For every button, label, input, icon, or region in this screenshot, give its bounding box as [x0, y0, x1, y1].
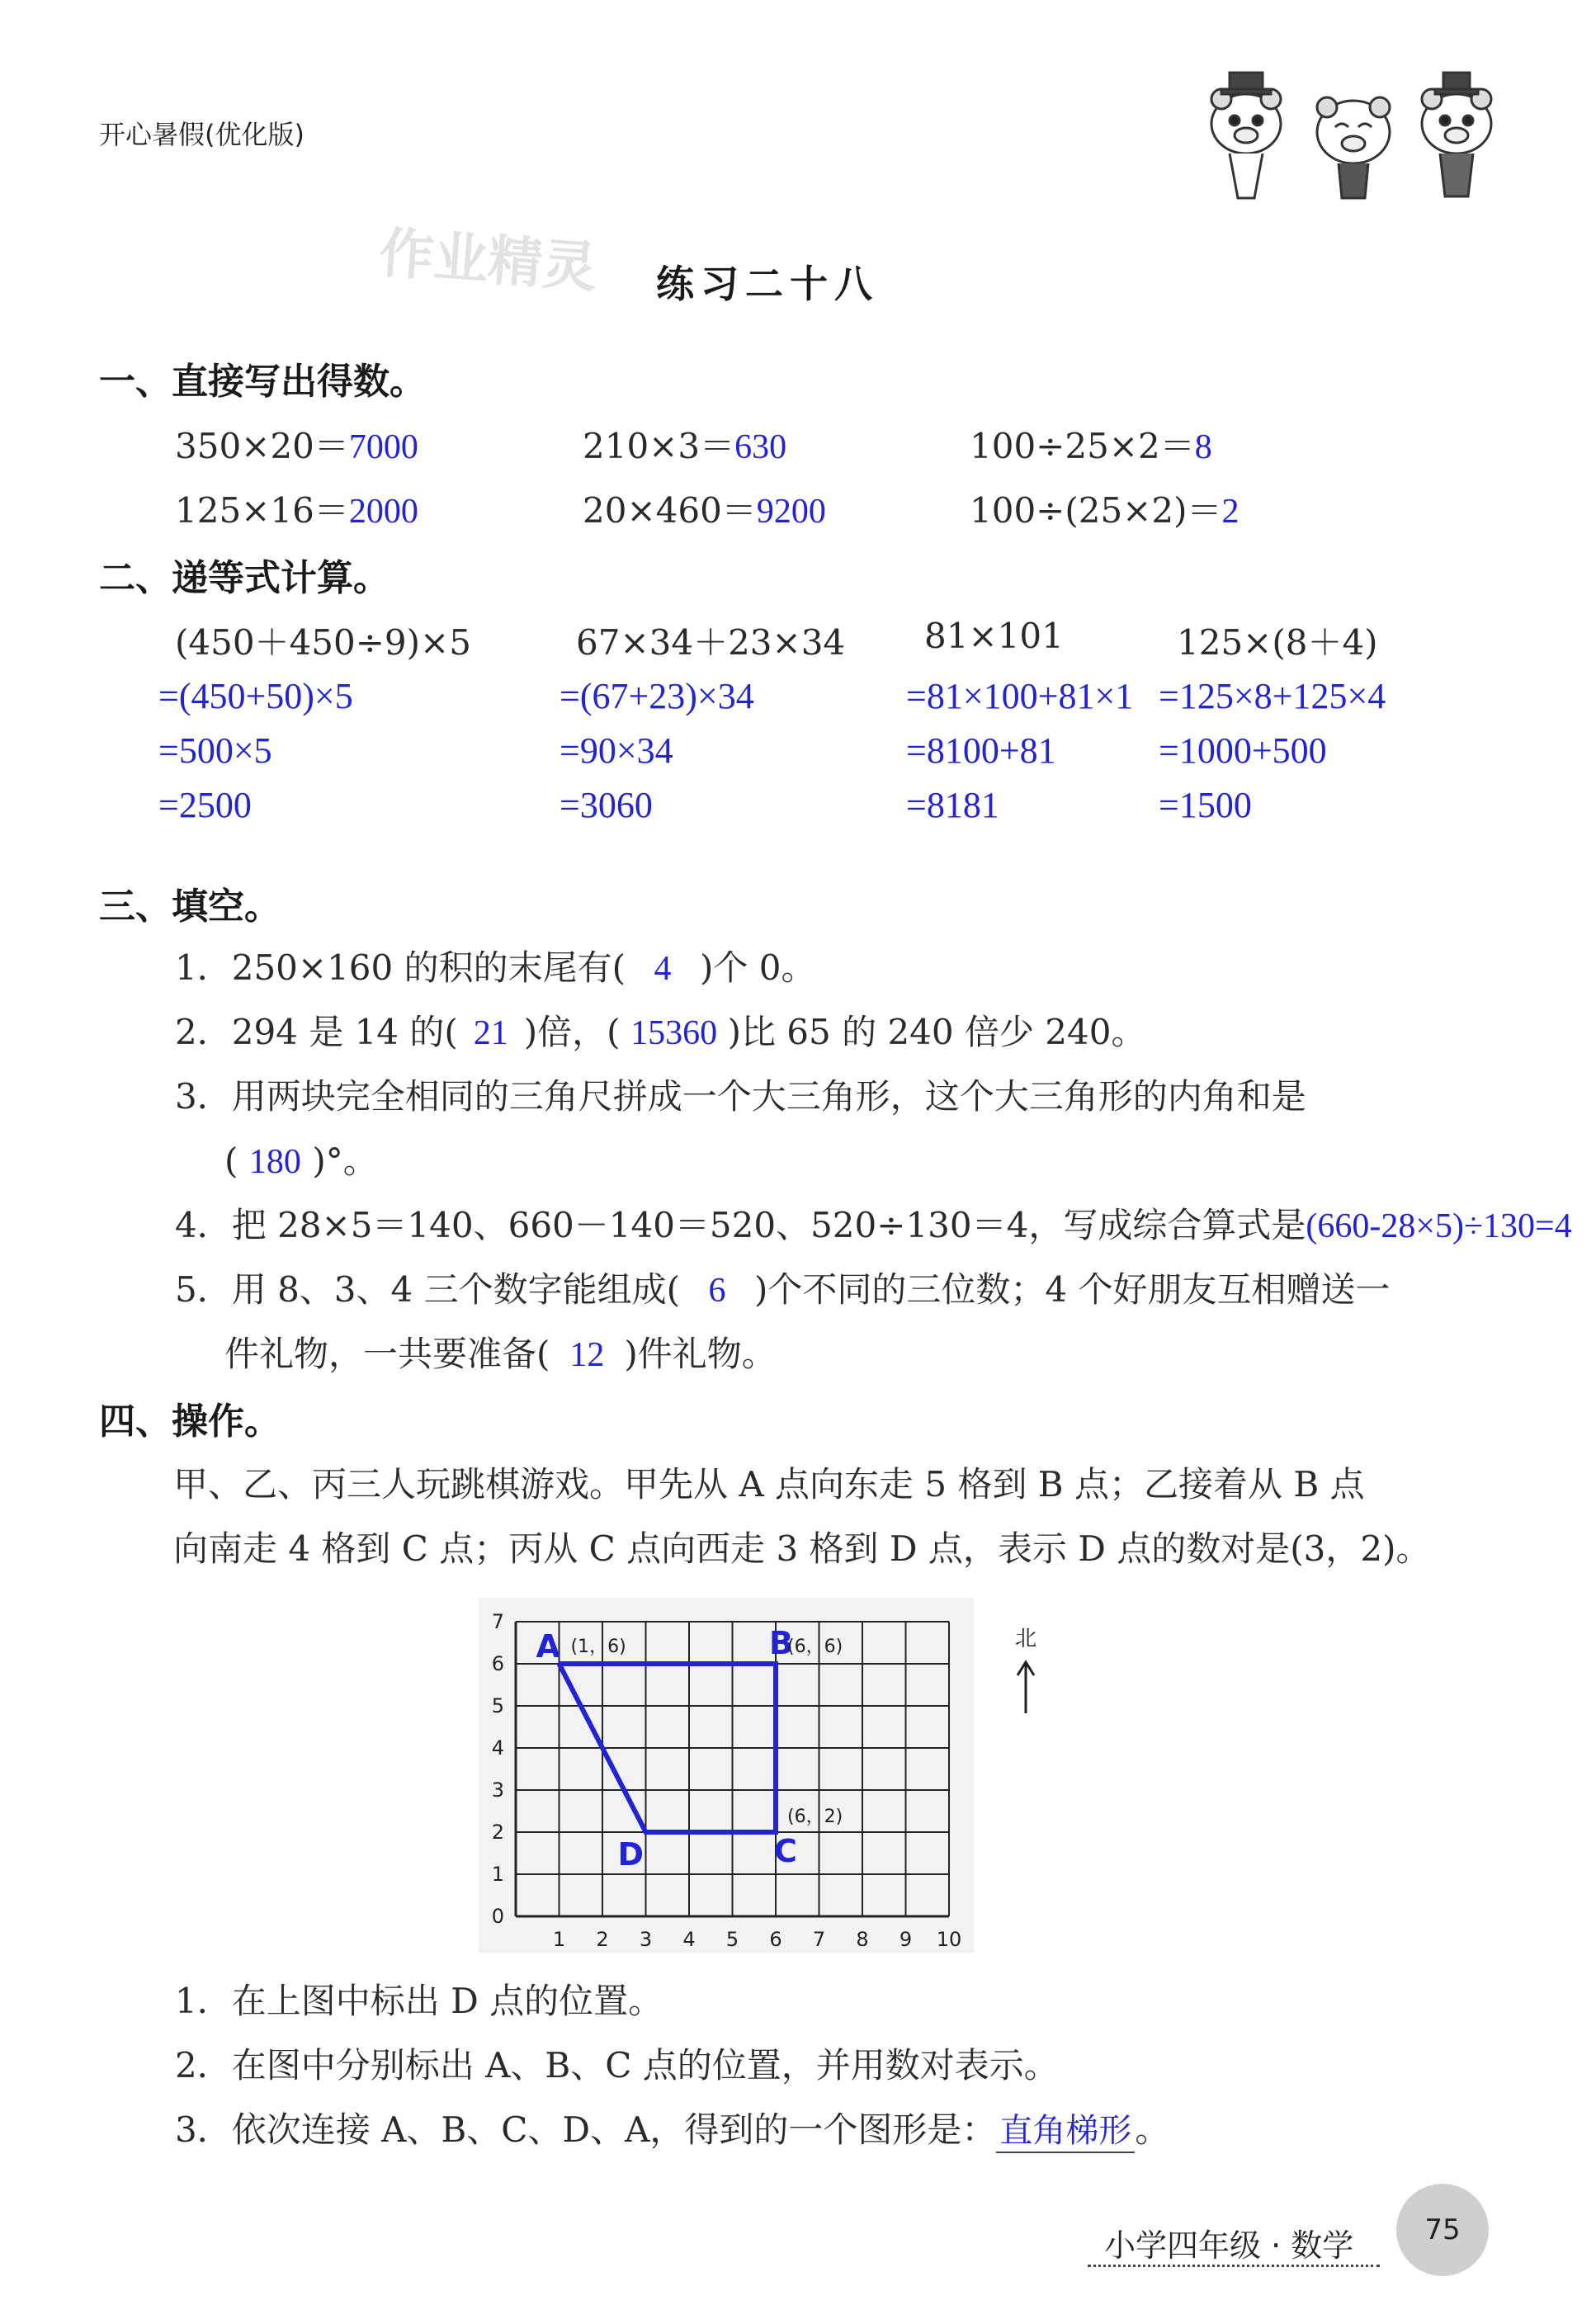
q-text: )个 0。 [699, 947, 816, 988]
x-tick-label: 4 [682, 1928, 696, 1951]
s2-step: =81×100+81×1 [906, 676, 1134, 716]
s1-question: 100÷25×2＝ [970, 426, 1195, 466]
s1-item-3 [970, 419, 1212, 469]
s1-item-4 [175, 484, 418, 533]
answer-blank: 15360 [630, 1014, 718, 1052]
s3-q4 [175, 1198, 1572, 1248]
x-tick-label: 3 [639, 1928, 653, 1951]
q-text: 3．依次连接 A、B、C、D、A，得到的一个图形是： [175, 2109, 997, 2150]
point-coord-c: (6，2) [787, 1807, 843, 1827]
y-tick-label: 6 [491, 1652, 504, 1675]
answer-blank: 12 [569, 1336, 605, 1374]
y-tick-label: 4 [491, 1736, 504, 1760]
point-label-d: D [617, 1836, 645, 1873]
y-tick-label: 0 [491, 1905, 504, 1928]
point-coord-b: (6，6) [787, 1637, 843, 1657]
answer-blank: 21 [473, 1014, 508, 1052]
q-text: )倍，( [523, 1012, 621, 1052]
footer-rule [1088, 2265, 1380, 2267]
s2-step: =500×5 [158, 730, 272, 771]
q-text: )比 65 的 240 倍少 240。 [727, 1012, 1146, 1052]
s2-step: =1500 [1159, 785, 1252, 825]
x-tick-label: 6 [769, 1928, 782, 1951]
s1-question: 100÷(25×2)＝ [970, 490, 1222, 531]
section2-heading: 二、递等式计算。 [99, 557, 390, 599]
bear-mascots-illustration [1197, 58, 1510, 202]
s2-step: =125×8+125×4 [1159, 676, 1386, 716]
s3-q3-line2 [224, 1134, 378, 1183]
y-tick-label: 5 [491, 1694, 504, 1717]
footer-grade-subject: 小学四年级 · 数学 [1104, 2227, 1354, 2264]
s2-step: =8181 [906, 785, 999, 825]
x-tick-label: 8 [856, 1928, 869, 1951]
point-label-b: B [769, 1625, 793, 1661]
q-text: )个不同的三位数；4 个好朋友互相赠送一 [753, 1269, 1391, 1310]
q-text: )件礼物。 [624, 1334, 777, 1374]
s1-answer: 2 [1221, 493, 1239, 531]
s4-paragraph-2: 向南走 4 格到 C 点；丙从 C 点向西走 3 格到 D 点，表示 D 点的数对是(3，2)。 [173, 1528, 1431, 1569]
s4-task-2: 2．在图中分别标出 A、B、C 点的位置，并用数对表示。 [175, 2045, 1059, 2085]
s2-problem-4: 125×(8＋4) [1177, 622, 1378, 663]
s1-item-2 [583, 419, 786, 469]
x-tick-label: 7 [812, 1928, 826, 1951]
q-text: 1．250×160 的积的末尾有( [175, 947, 626, 988]
s4-task-1: 1．在上图中标出 D 点的位置。 [175, 1981, 663, 2021]
s1-item-6 [970, 484, 1239, 533]
s2-step: =8100+81 [906, 730, 1056, 771]
page-title: 练习二十八 [656, 262, 879, 306]
x-tick-label: 10 [936, 1928, 962, 1951]
coordinate-grid [479, 1598, 1056, 1953]
s2-step: =90×34 [560, 730, 673, 771]
q-text: 4．把 28×5＝140、660－140＝520、520÷130＝4，写成综合算式是 [175, 1205, 1306, 1245]
y-tick-label: 7 [491, 1610, 504, 1633]
answer-blank: (660-28×5)÷130=4 [1306, 1207, 1572, 1245]
s3-q3-line1: 3．用两块完全相同的三角尺拼成一个大三角形，这个大三角形的内角和是 [175, 1076, 1306, 1117]
section1-heading: 一、直接写出得数。 [99, 361, 426, 403]
q-text: 2．294 是 14 的( [175, 1012, 458, 1052]
section4-heading: 四、操作。 [99, 1401, 281, 1443]
section3-heading: 三、填空。 [99, 886, 281, 928]
s2-problem-1: (450＋450÷9)×5 [175, 622, 471, 663]
s2-step: =3060 [560, 785, 653, 825]
watermark: 作业精灵 [377, 220, 599, 300]
x-tick-label: 1 [552, 1928, 566, 1951]
s4-task-3 [175, 2103, 1169, 2153]
q-text: ( [224, 1141, 238, 1181]
s1-answer: 630 [734, 428, 787, 466]
s1-question: 350×20＝ [175, 426, 349, 466]
s3-q2 [175, 1005, 1145, 1055]
s1-question: 20×460＝ [583, 490, 757, 531]
y-tick-label: 3 [491, 1778, 504, 1802]
q-text: )°。 [312, 1141, 378, 1181]
point-label-a: A [536, 1628, 560, 1665]
y-tick-label: 2 [491, 1821, 504, 1844]
answer-blank: 4 [654, 950, 672, 988]
q-text: 件礼物，一共要准备( [224, 1334, 550, 1374]
s1-answer: 2000 [348, 493, 418, 531]
s1-answer: 8 [1194, 428, 1212, 466]
point-label-c: C [774, 1833, 797, 1869]
answer-blank: 6 [708, 1272, 726, 1310]
s2-problem-2: 67×34＋23×34 [576, 622, 846, 663]
answer-blank: 直角梯形 [996, 2104, 1135, 2153]
point-coord-a: (1，6) [570, 1637, 626, 1657]
s2-step: =1000+500 [1159, 730, 1327, 771]
s1-question: 210×3＝ [583, 426, 735, 466]
page-number-badge [1396, 2184, 1489, 2276]
s1-answer: 9200 [756, 493, 826, 531]
s2-problem-3: 81×101 [924, 616, 1064, 656]
q-text: 5．用 8、3、4 三个数字能组成( [175, 1269, 680, 1310]
x-tick-label: 5 [725, 1928, 739, 1951]
s2-step: =2500 [158, 785, 252, 825]
north-label: 北 [1014, 1627, 1037, 1651]
page-number: 75 [1424, 2213, 1461, 2246]
s1-answer: 7000 [348, 428, 418, 466]
s2-step: =(67+23)×34 [560, 676, 754, 716]
s3-q5-line2 [224, 1327, 777, 1377]
x-tick-label: 2 [596, 1928, 609, 1951]
q-text: 。 [1135, 2109, 1170, 2150]
x-tick-label: 9 [899, 1928, 913, 1951]
s3-q5-line1 [175, 1263, 1390, 1312]
s1-question: 125×16＝ [175, 490, 349, 531]
s2-step: =(450+50)×5 [158, 676, 353, 716]
y-tick-label: 1 [491, 1863, 504, 1886]
book-title: 开心暑假(优化版) [99, 119, 305, 150]
s1-item-1 [175, 419, 418, 469]
s3-q1 [175, 941, 815, 990]
s4-paragraph-1: 甲、乙、丙三人玩跳棋游戏。甲先从 A 点向东走 5 格到 B 点；乙接着从 B 点 [173, 1464, 1365, 1504]
s1-item-5 [583, 484, 826, 533]
answer-blank: 180 [248, 1143, 301, 1181]
